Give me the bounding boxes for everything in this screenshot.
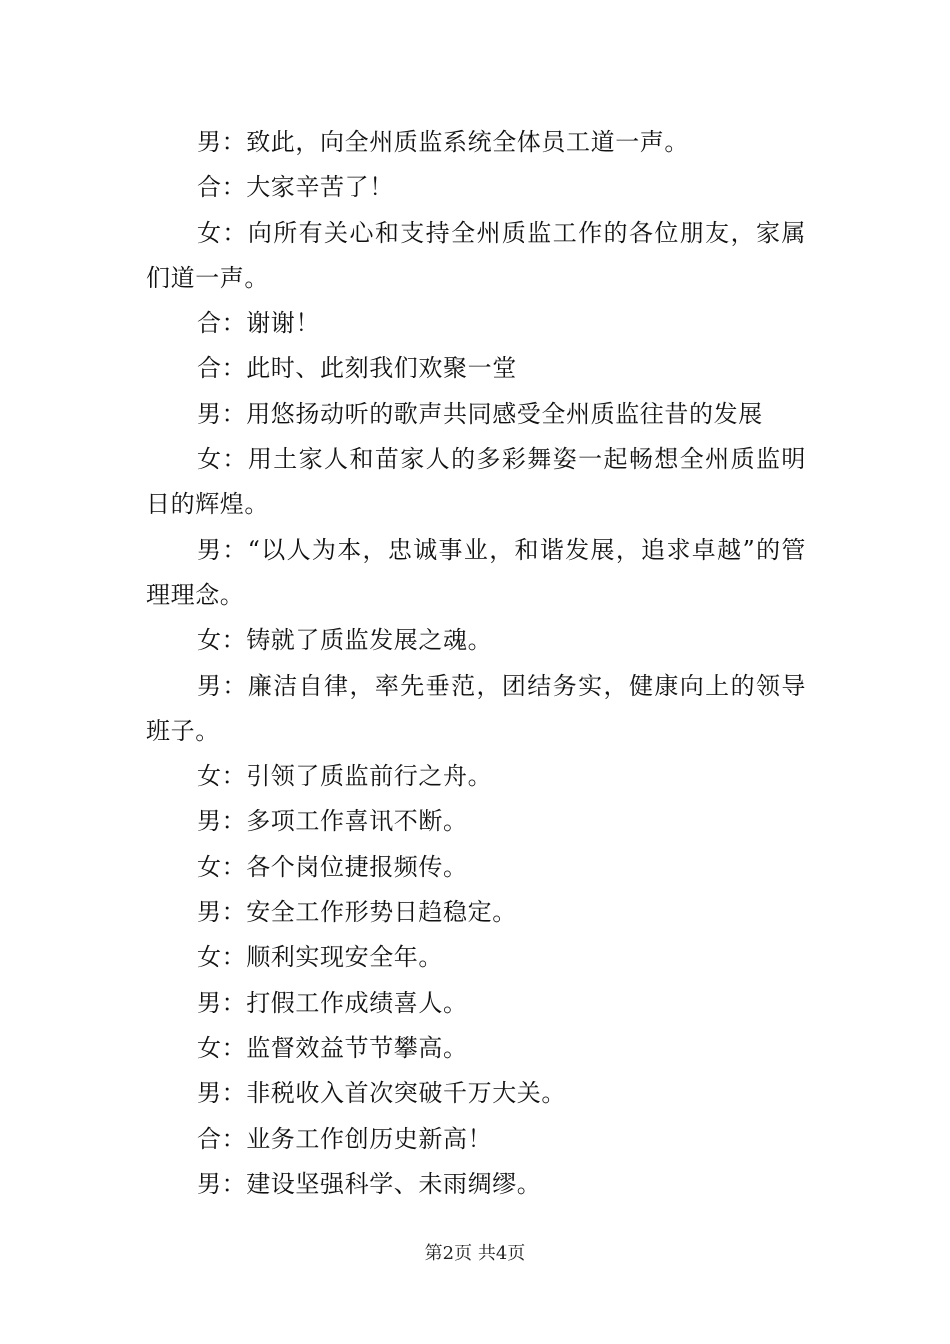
paragraph: 女：引领了质监前行之舟。 (197, 762, 493, 791)
paragraph: 男：廉洁自律，率先垂范，团结务实，健康向上的领导班子。 (146, 671, 806, 745)
paragraph: 女：铸就了质监发展之魂。 (197, 626, 493, 655)
paragraph: 男：建设坚强科学、未雨绸缪。 (197, 1169, 542, 1198)
paragraph: 女：各个岗位捷报频传。 (197, 852, 468, 881)
paragraph: 男：安全工作形势日趋稳定。 (197, 898, 517, 927)
paragraph: 合：业务工作创历史新高！ (197, 1124, 493, 1153)
document-body (146, 120, 806, 1207)
paragraph: 合：大家辛苦了！ (197, 173, 394, 202)
paragraph: 男：多项工作喜讯不断。 (197, 807, 468, 836)
paragraph: 女：用土家人和苗家人的多彩舞姿一起畅想全州质监明日的辉煌。 (146, 445, 806, 519)
paragraph: 合：此时、此刻我们欢聚一堂 (197, 354, 517, 383)
paragraph: 男：打假工作成绩喜人。 (197, 988, 468, 1017)
paragraph: 男：致此，向全州质监系统全体员工道一声。 (197, 128, 689, 156)
paragraph: 合：谢谢！ (197, 309, 320, 338)
paragraph: 女：向所有关心和支持全州质监工作的各位朋友，家属们道一声。 (146, 218, 806, 292)
paragraph: 女：监督效益节节攀高。 (197, 1033, 468, 1062)
paragraph: 男：用悠扬动听的歌声共同感受全州质监往昔的发展 (197, 399, 763, 428)
page-footer: 第2页 共4页 (424, 1243, 526, 1264)
paragraph: 男：非税收入首次突破千万大关。 (197, 1079, 566, 1108)
paragraph: 男：“以人为本，忠诚事业，和谐发展，追求卓越”的管理理念。 (146, 535, 806, 609)
paragraph: 女：顺利实现安全年。 (197, 943, 443, 972)
